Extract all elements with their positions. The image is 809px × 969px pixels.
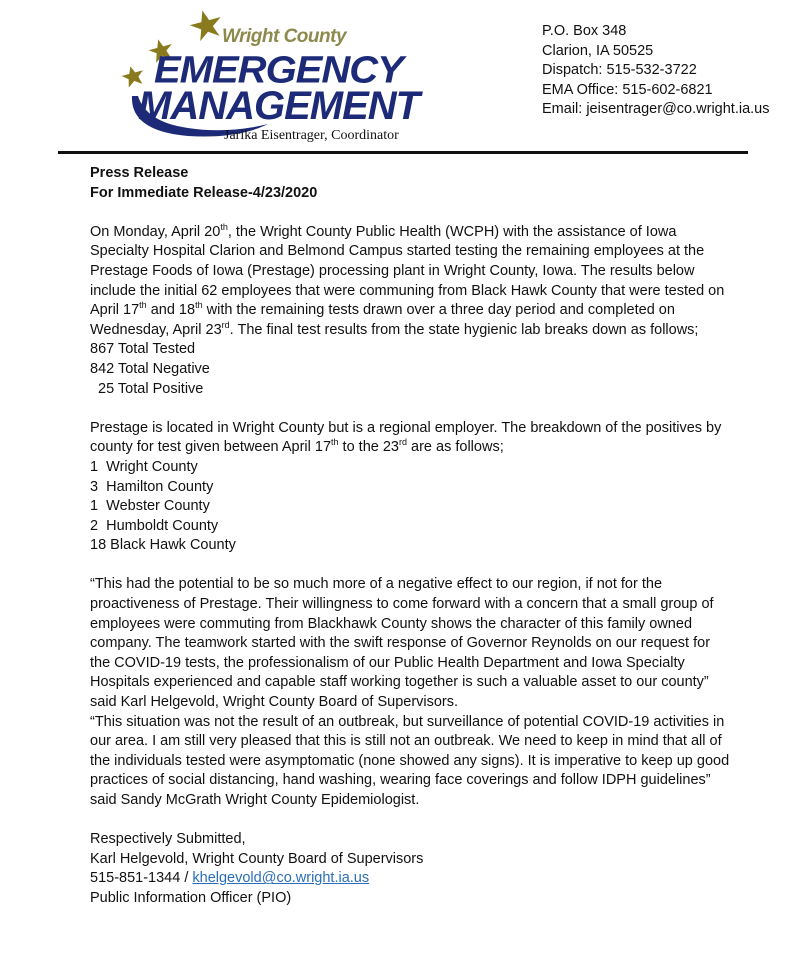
logo-management-text: MANAGEMENT [138,84,420,128]
county-list [90,458,730,556]
doc-title: Press Release [90,165,189,181]
county-item: 1 Webster County [90,498,210,515]
logo-emergency-text: EMERGENCY [154,49,403,91]
result-item: 867 Total Tested [90,341,196,358]
signer-email-link[interactable]: khelgevold@co.wright.ia.us [192,870,370,887]
county-item: 2 Humboldt County [90,517,219,534]
quote-mcgrath: “This situation was not the result of an outbreak, but surveillance of potential COVID-19 activities in our area. I am still very pleased that this is still not an outbreak. We need to keep in mind that all of the individuals tested were asymptomatic (none showed any signs). It is imperative to keep up good practices of social distancing, hand washing, wearing face coverings and follow IDPH guidelines” said Sandy McGrath Wright County Epidemiologist. [90,713,730,808]
quote-helgevold: “This had the potential to be so much more of a negative effect to our region, if not for the proactiveness of Prestage. Their willingness to come forward with a concern that a small group of employees were commuting from Blackhawk County shows the character of this family owned company. The teamwork started with the swift response of Governor Reynolds on our request for the COVID-19 tests, the professionalism of our Public Health Department and Iowa Specialty Hospitals experienced and capable staff working together is such a valuable asset to our county” said Karl Helgevold, Wright County Board of Supervisors. [90,576,714,711]
logo-coordinator-text: Jarika Eisentrager, Coordinator [224,128,399,143]
results-list [90,340,730,399]
header-divider [58,151,748,154]
county-item: 1 Wright County [90,458,198,475]
breakdown-paragraph: Prestage is located in Wright County but is a regional employer. The breakdown of the positives by county for test given between April 17th to the 23rd are as follows; [90,419,722,456]
signer-name: Karl Helgevold, Wright County Board of Supervisors [90,850,424,867]
intro-paragraph: On Monday, April 20th, the Wright County Public Health (WCPH) with the assistance of Iowa Specialty Hospital Clarion and Belmond Campus started testing the remaining employees at the Prestage Foods of Iowa (Prestage) processing plant in Wright County, Iowa. The results below include the initial 62 employees that were communing from Black Hawk County that were tested on April 17th and 18th with the remaining tests drawn over a three day period and completed on Wednesday, April 23rd. The final test results from the state hygienic lab breaks down as follows; [90,221,725,338]
ema-office-phone: EMA Office: 515-602-6821 [542,81,713,98]
contact-email: Email: jeisentrager@co.wright.ia.us [542,101,770,118]
city-state-zip: Clarion, IA 50525 [542,42,654,59]
logo-county-text: Wright County [222,26,347,47]
signer-role: Public Information Officer (PIO) [90,889,292,906]
dispatch-phone: Dispatch: 515-532-3722 [542,62,697,79]
press-release-body [90,164,730,909]
signer-phone: 515-851-1344 / [90,870,193,887]
signer-contact [90,869,730,889]
county-item: 3 Hamilton County [90,478,214,495]
closing: Respectively Submitted, [90,831,246,848]
result-item: 25 Total Positive [98,380,204,397]
ema-logo [118,6,438,146]
contact-block [542,22,769,120]
po-box: P.O. Box 348 [542,23,627,39]
signature-block [90,830,730,908]
result-item: 842 Total Negative [90,360,210,377]
release-date: For Immediate Release-4/23/2020 [90,184,318,201]
county-item: 18 Black Hawk County [90,537,236,554]
